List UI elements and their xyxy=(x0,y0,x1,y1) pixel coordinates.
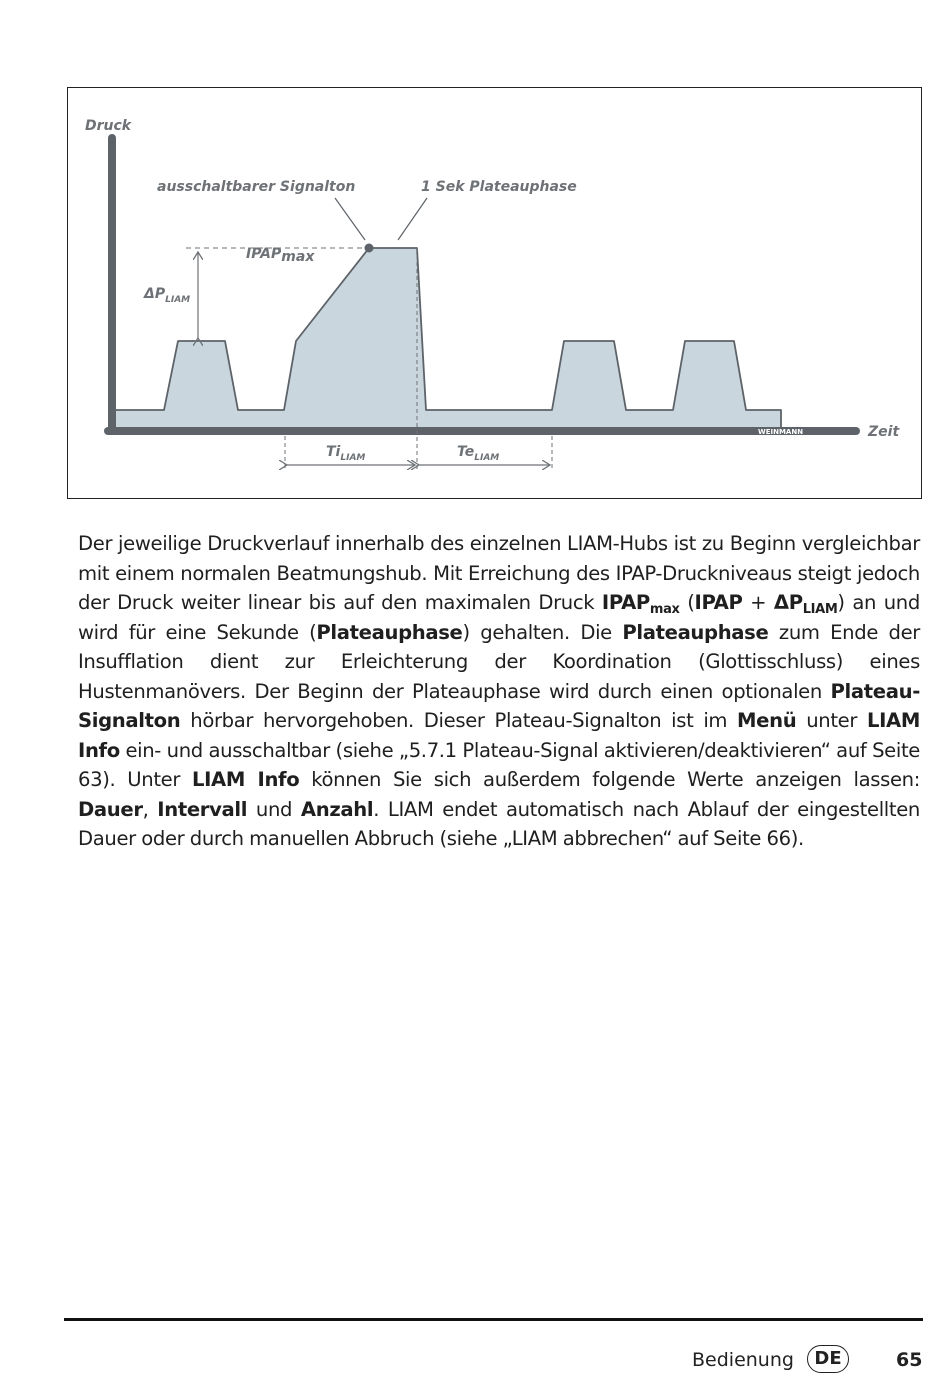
y-axis-label: Druck xyxy=(85,118,132,134)
language-badge: DE xyxy=(807,1345,849,1373)
ti-label: $Ti_{LIAM}$ xyxy=(326,444,366,463)
brand-logo: WEINMANN xyxy=(758,428,804,436)
x-axis-label: Zeit xyxy=(868,424,900,440)
ipap-max-label: IPAPmax xyxy=(246,246,315,265)
body-paragraph: Der jeweilige Druckverlauf innerhalb des einzelnen LIAM-Hubs ist zu Beginn vergleichbar mit einem normalen Beatmungshub. Mit Erreichung des IPAP-Druckniveaus steigt jedoch der Druck weiter linear bis auf den maximalen Druck $IPAP_{max}$ (IPAP + $\Delta P_{LIAM}$) an und wird für eine Sekunde (Plateauphase) gehalten. Die Plateauphase zum Ende der Insufflation dient zur Erleichterung der Koordination (Glottisschluss) eines Hustenmanövers. Der Beginn der Plateauphase wird durch einen optionalen Plateau-Signalton hörbar hervorgehoben. Dieser Plateau-Signalton ist im Menü unter LIAM Info ein- und ausschaltbar (siehe „5.7.1 Plateau-Signal aktivieren/deaktivieren“ auf Seite 63). Unter LIAM Info können Sie sich außerdem folgende Werte anzeigen lassen: Dauer, Intervall und Anzahl. LIAM endet automatisch nach Ablauf der eingestellten Dauer oder durch manuellen Abbruch (siehe „LIAM abbrechen“ auf Seite 66). xyxy=(78,532,920,850)
pressure-curve-fill xyxy=(116,248,781,428)
delta-p-label: $\Delta P_{LIAM}$ xyxy=(144,286,191,305)
signal-leader-line xyxy=(335,198,365,240)
footer-section-title: Bedienung xyxy=(692,1349,794,1371)
body-text xyxy=(78,529,920,854)
signal-dot xyxy=(365,244,374,253)
figure-frame xyxy=(67,87,922,499)
pressure-diagram xyxy=(68,88,921,498)
plateau-leader-line xyxy=(398,198,427,240)
te-label: $Te_{LIAM}$ xyxy=(457,444,500,463)
page-number: 65 xyxy=(896,1349,923,1371)
footer-rule xyxy=(64,1318,923,1321)
signal-annotation: ausschaltbarer Signalton xyxy=(157,179,356,195)
plateau-annotation: 1 Sek Plateauphase xyxy=(421,179,577,195)
